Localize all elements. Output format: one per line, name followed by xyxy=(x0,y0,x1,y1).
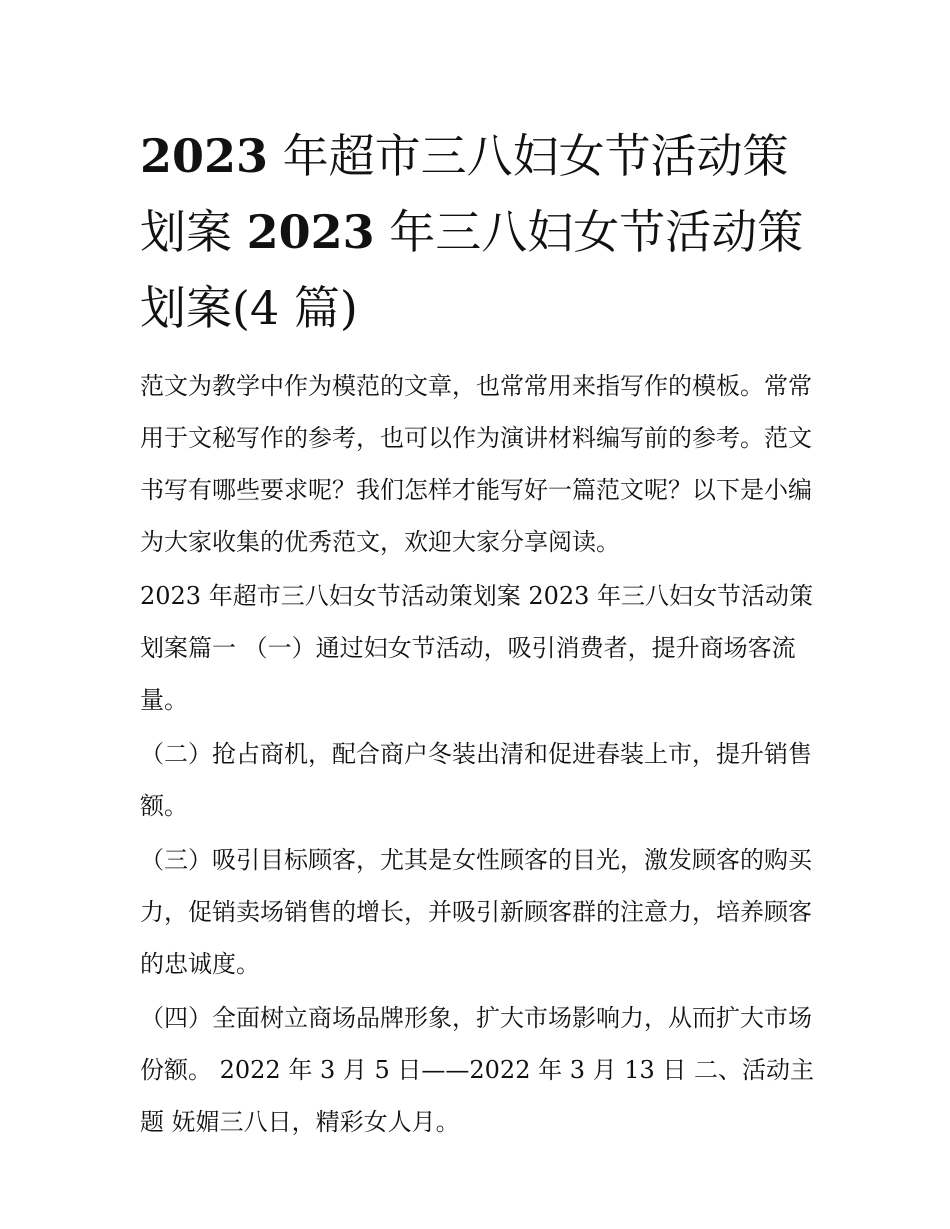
document-body xyxy=(140,360,815,1148)
title-year-2: 2023 xyxy=(246,205,375,259)
document-page xyxy=(140,118,815,1150)
title-text-3: 篇) xyxy=(293,281,358,335)
title-year-1: 2023 xyxy=(140,129,269,183)
page-title xyxy=(140,118,815,346)
title-text-1: 年超市三八妇女节活动策划案 xyxy=(140,129,789,259)
paragraph-4: （四）全面树立商场品牌形象，扩大市场影响力，从而扩大市场份额。 2022 年 3 月 5 日——2022 年 3 月 13 日 二、活动主题 妩媚三八日，精彩女人月。 xyxy=(140,1004,815,1136)
paragraph-1: 2023 年超市三八妇女节活动策划案 2023 年三八妇女节活动策划案篇一 （一）通过妇女节活动，吸引消费者，提升商场客流量。 xyxy=(140,582,814,714)
paragraph-intro: 范文为教学中作为模范的文章，也常常用来指写作的模板。常常用于文秘写作的参考，也可以作为演讲材料编写前的参考。范文书写有哪些要求呢？我们怎样才能写好一篇范文呢？以下是小编为大家收集的优秀范文，欢迎大家分享阅读。 xyxy=(140,372,812,556)
paragraph-3: （三）吸引目标顾客，尤其是女性顾客的目光，激发顾客的购买力，促销卖场销售的增长，并吸引新顾客群的注意力，培养顾客的忠诚度。 xyxy=(140,846,812,978)
title-text-2: 年三八妇女节活动策划案(4 xyxy=(140,205,804,335)
paragraph-2: （二）抢占商机，配合商户冬装出清和促进春装上市，提升销售额。 xyxy=(140,740,812,820)
